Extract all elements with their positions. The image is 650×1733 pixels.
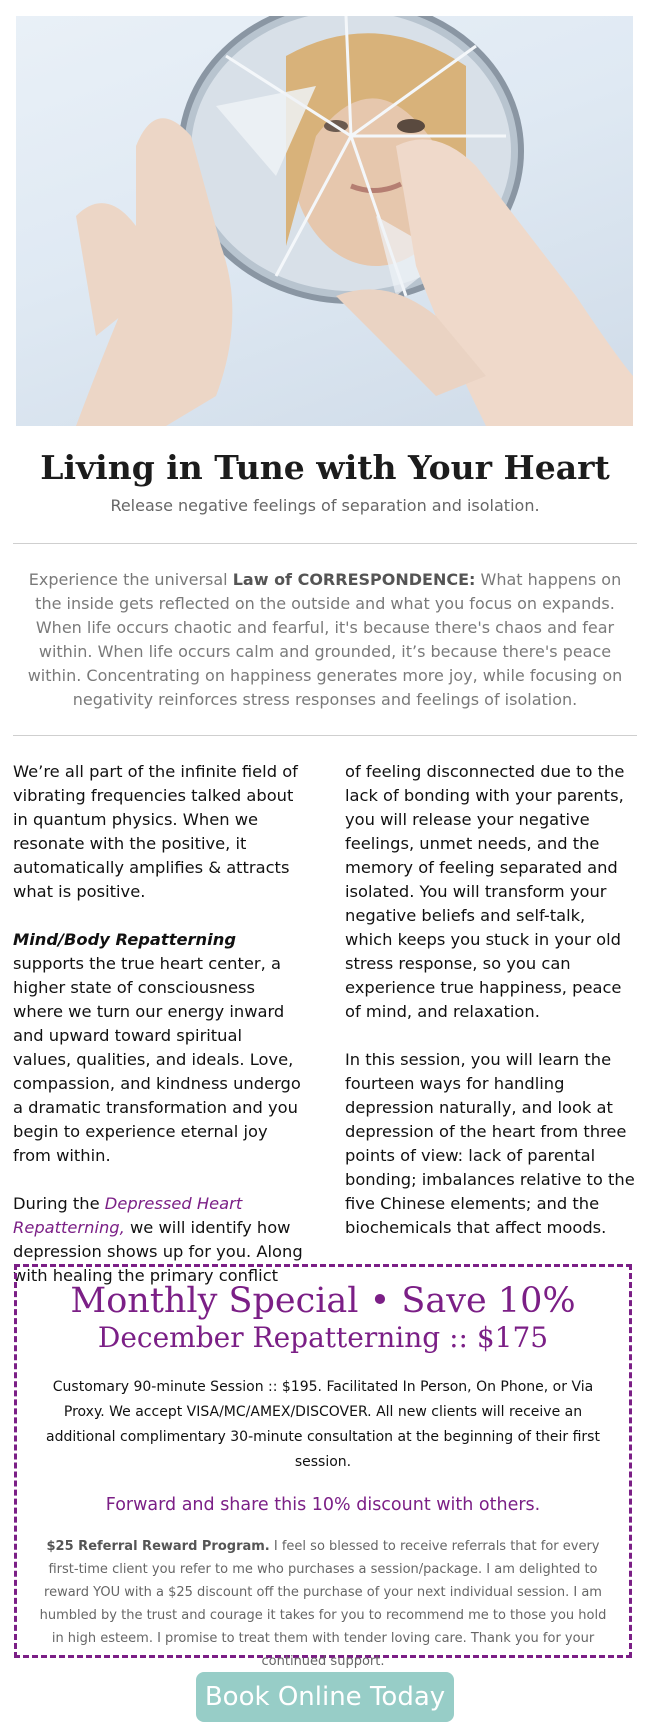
depressed-heart-link[interactable]: Depressed Heart Repatterning, (13, 1194, 243, 1237)
referral-title: $25 Referral Reward Program. (46, 1539, 270, 1554)
right-column (345, 760, 635, 1264)
intro-lead: Experience the universal (28, 570, 233, 589)
book-online-button[interactable]: Book Online Today (196, 1672, 454, 1722)
divider-top (13, 543, 637, 544)
special-details: Customary 90-minute Session :: $195. Facilitated In Person, On Phone, or Via Proxy. We accept VISA/MC/AMEX/DISCOVER. All new clients will receive an additional complimentary 30-minute consultation at the beginning of their first session. (46, 1379, 600, 1470)
left-paragraph-1: We’re all part of the infinite field of vibrating frequencies talked about in quantum physics. When we resonate with the positive, it automatically amplifies & attracts what is positive. (13, 762, 298, 901)
special-headline: Monthly Special • Save 10% (70, 1281, 576, 1321)
left-paragraph-2 (13, 928, 303, 1168)
intro-law-name: Law of CORRESPONDENCE: (232, 570, 476, 589)
monthly-special-box (14, 1264, 632, 1669)
repatterning-term: Mind/Body Repatterning (13, 930, 236, 949)
intro-paragraph (24, 568, 626, 712)
referral-program-text (37, 1535, 609, 1673)
intro-text: What happens on the inside gets reflected on the outside and what you focus on expands. When life occurs chaotic and fearful, it's because there's chaos and fear within. When life occurs calm and grounded, it’s because there's peace within. Concentrating on happiness generates more joy, while focusing on negativity reinforces stress responses and feelings of isolation. (27, 570, 623, 709)
left-paragraph-2-text: supports the true heart center, a higher state of consciousness where we turn our energy inward and upward toward spiritual values, qualities, and ideals. Love, compassion, and kindness undergo a dramatic transformation and you begin to experience eternal joy from within. (13, 954, 301, 1165)
left-paragraph-3-text: we will identify how depression shows up for you. Along with healing the primary conflict (13, 1218, 303, 1285)
page-subtitle: Release negative feelings of separation and isolation. (110, 496, 540, 515)
page-title: Living in Tune with Your Heart (40, 448, 610, 487)
divider-bottom (13, 735, 637, 736)
special-subheadline: December Repatterning :: $175 (97, 1321, 549, 1354)
right-paragraph-1: of feeling disconnected due to the lack of bonding with your parents, you will release your negative feelings, unmet needs, and the memory of feeling separated and isolated. You will transform your negative beliefs and self-talk, which keeps you stuck in your old stress response, so you can experience true happiness, peace of mind, and relaxation. (345, 762, 625, 1021)
left-column (13, 760, 303, 1312)
left-paragraph-3-lead: During the (13, 1194, 105, 1213)
referral-description: I feel so blessed to receive referrals that for every first-time client you refer to me who purchases a session/package. I am delighted to reward YOU with a $25 discount off the purchase of your next individual session. I am humbled by the trust and courage it takes for you to recommend me to those you hold in high esteem. I promise to treat them with tender loving care. Thank you for your continued support. (39, 1539, 607, 1669)
share-discount-text: Forward and share this 10% discount with others. (105, 1495, 541, 1515)
hero-image (16, 16, 633, 426)
right-paragraph-2: In this session, you will learn the fourteen ways for handling depression naturally, and look at depression of the heart from three points of view: lack of parental bonding; imbalances relative to the five Chinese elements; and the biochemicals that affect moods. (345, 1050, 635, 1237)
